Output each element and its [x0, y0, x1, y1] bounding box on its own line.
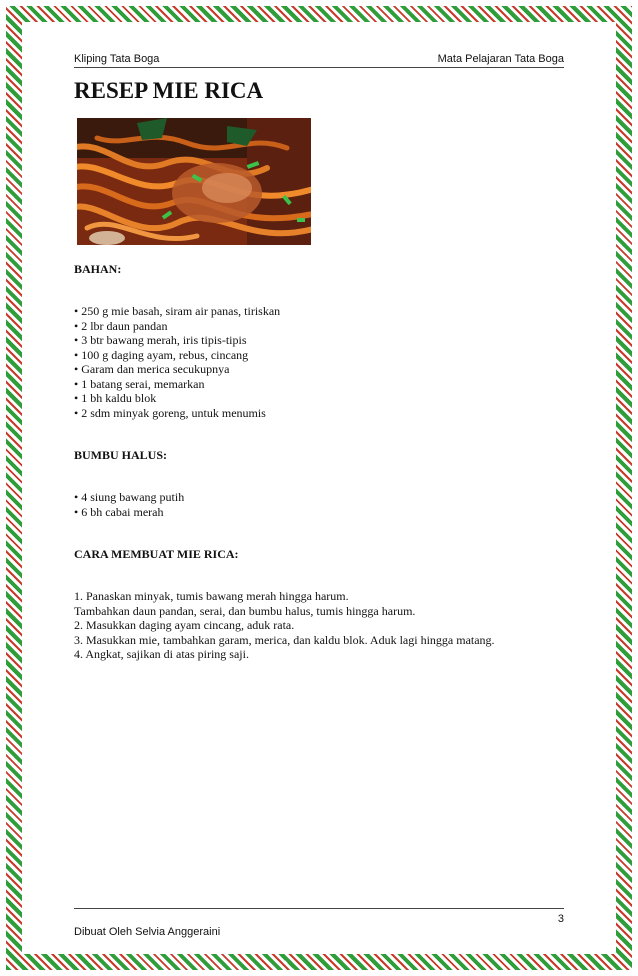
mie-rica-photo [77, 118, 311, 245]
list-item: • 4 siung bawang putih [74, 490, 185, 504]
list-item: 3. Masukkan mie, tambahkan garam, merica, dan kaldu blok. Aduk lagi hingga matang. [74, 632, 495, 647]
list-item: • Garam dan merica secukupnya [74, 362, 230, 376]
footer-divider [74, 908, 564, 909]
list-item: • 100 g daging ayam, rebus, cincang [74, 347, 249, 362]
list-item: • 1 batang serai, memarkan [74, 376, 205, 391]
header-right-text: Mata Pelajaran Tata Boga [437, 53, 564, 65]
footer-author: Dibuat Oleh Selvia Anggeraini [74, 926, 221, 938]
list-item: • 3 btr bawang merah, iris tipis-tipis [74, 333, 247, 347]
bumbu-heading: BUMBU HALUS: [74, 448, 168, 462]
page-number: 3 [557, 913, 564, 925]
cara-heading: CARA MEMBUAT MIE RICA: [74, 547, 239, 561]
bahan-heading: BAHAN: [74, 262, 122, 276]
cara-steps [74, 589, 495, 662]
list-item: • 2 sdm minyak goreng, untuk menumis [74, 405, 266, 420]
list-item: Tambahkan daun pandan, serai, dan bumbu halus, tumis hingga harum. [74, 603, 416, 618]
list-item: 1. Panaskan minyak, tumis bawang merah hingga harum. [74, 589, 349, 603]
page-header [74, 53, 564, 68]
list-item: 4. Angkat, sajikan di atas piring saji. [74, 647, 249, 661]
list-item: • 2 lbr daun pandan [74, 318, 168, 333]
page-title: RESEP MIE RICA [74, 78, 264, 103]
list-item: • 6 bh cabai merah [74, 504, 164, 519]
bumbu-list [74, 490, 184, 519]
header-left-text: Kliping Tata Boga [74, 53, 160, 65]
bahan-list [74, 304, 280, 420]
list-item: • 1 bh kaldu blok [74, 391, 157, 405]
list-item: 2. Masukkan daging ayam cincang, aduk rata. [74, 618, 295, 632]
list-item: • 250 g mie basah, siram air panas, tiriskan [74, 304, 281, 318]
